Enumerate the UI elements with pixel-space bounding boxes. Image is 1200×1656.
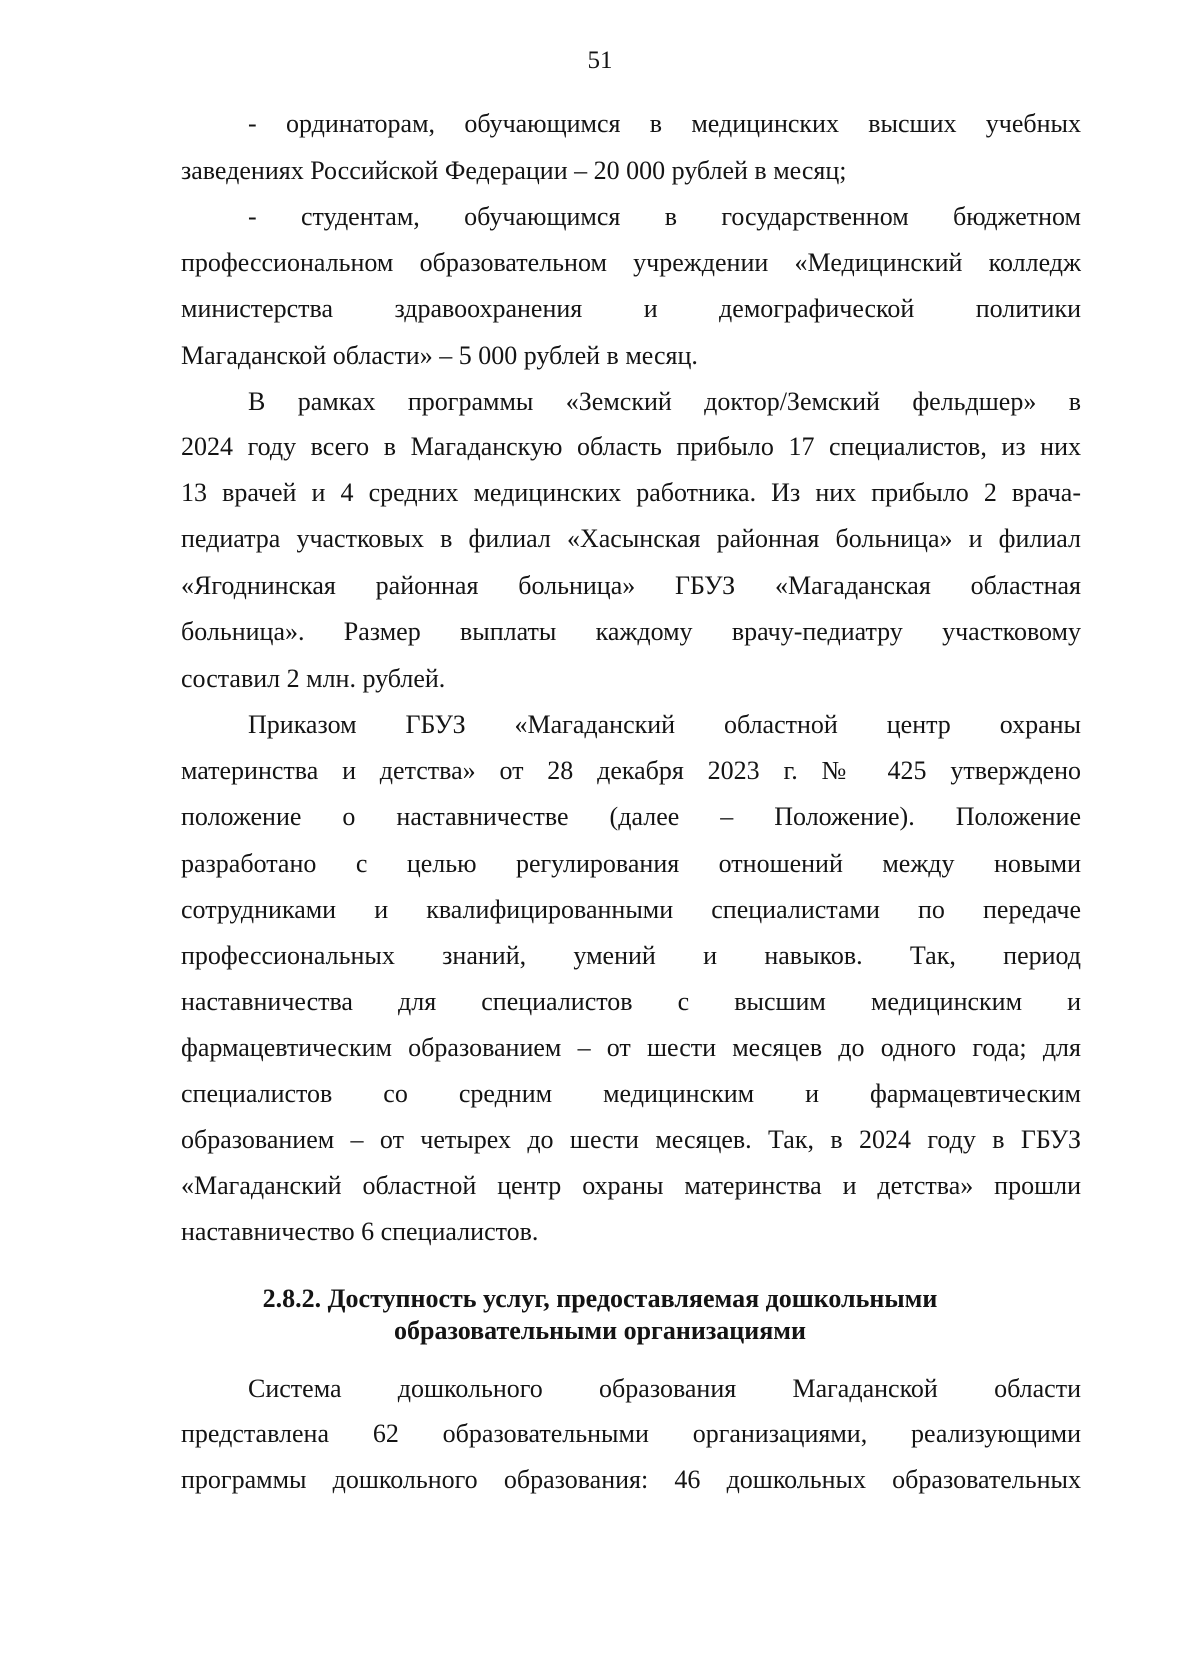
text-line: - ординаторам, обучающимся в медицинских высших учебных [248,109,1081,138]
text-line: сотрудниками и квалифицированными специалистами по передаче [181,895,1081,924]
text-line: представлена 62 образовательными организациями, реализующими [181,1419,1081,1448]
text-line: составил 2 млн. рублей. [181,664,446,693]
text-line: образованием – от четырех до шести месяцев. Так, в 2024 году в ГБУЗ [181,1125,1081,1154]
text-line: 2024 году всего в Магаданскую область прибыло 17 специалистов, из них [181,432,1081,461]
text-line: наставничество 6 специалистов. [181,1217,539,1246]
text-line: 13 врачей и 4 средних медицинских работника. Из них прибыло 2 врача- [181,478,1081,507]
text-line: Приказом ГБУЗ «Магаданский областной центр охраны [248,710,1081,739]
text-line: положение о наставничестве (далее – Положение). Положение [181,802,1081,831]
text-line: «Магаданский областной центр охраны материнства и детства» прошли [181,1171,1081,1200]
text-line: Магаданской области» – 5 000 рублей в месяц. [181,341,698,370]
section-heading: 2.8.2. Доступность услуг, предоставляемая дошкольными [262,1284,938,1313]
text-line: наставничества для специалистов с высшим медицинским и [181,987,1081,1016]
text-line: разработано с целью регулирования отношений между новыми [181,849,1081,878]
text-line: В рамках программы «Земский доктор/Земский фельдшер» в [248,387,1081,416]
text-line: педиатра участковых в филиал «Хасынская районная больница» и филиал [181,524,1081,553]
text-line: специалистов со средним медицинским и фармацевтическим [181,1079,1081,1108]
text-line: программы дошкольного образования: 46 дошкольных образовательных [181,1465,1081,1494]
text-line: фармацевтическим образованием – от шести месяцев до одного года; для [181,1033,1081,1062]
text-line: - студентам, обучающимся в государственном бюджетном [248,202,1081,231]
text-line: министерства здравоохранения и демографической политики [181,294,1081,323]
text-line: заведениях Российской Федерации – 20 000 рублей в месяц; [181,156,847,185]
text-line: материнства и детства» от 28 декабря 2023 г. № 425 утверждено [181,756,1081,785]
text-line: профессиональных знаний, умений и навыков. Так, период [181,941,1081,970]
text-line: «Ягоднинская районная больница» ГБУЗ «Магаданская областная [181,571,1081,600]
text-line: Система дошкольного образования Магаданской области [248,1374,1081,1403]
section-heading: образовательными организациями [394,1316,806,1345]
page-number: 51 [587,47,613,74]
text-line: больница». Размер выплаты каждому врачу-педиатру участковому [181,617,1081,646]
text-line: профессиональном образовательном учреждении «Медицинский колледж [181,248,1081,277]
